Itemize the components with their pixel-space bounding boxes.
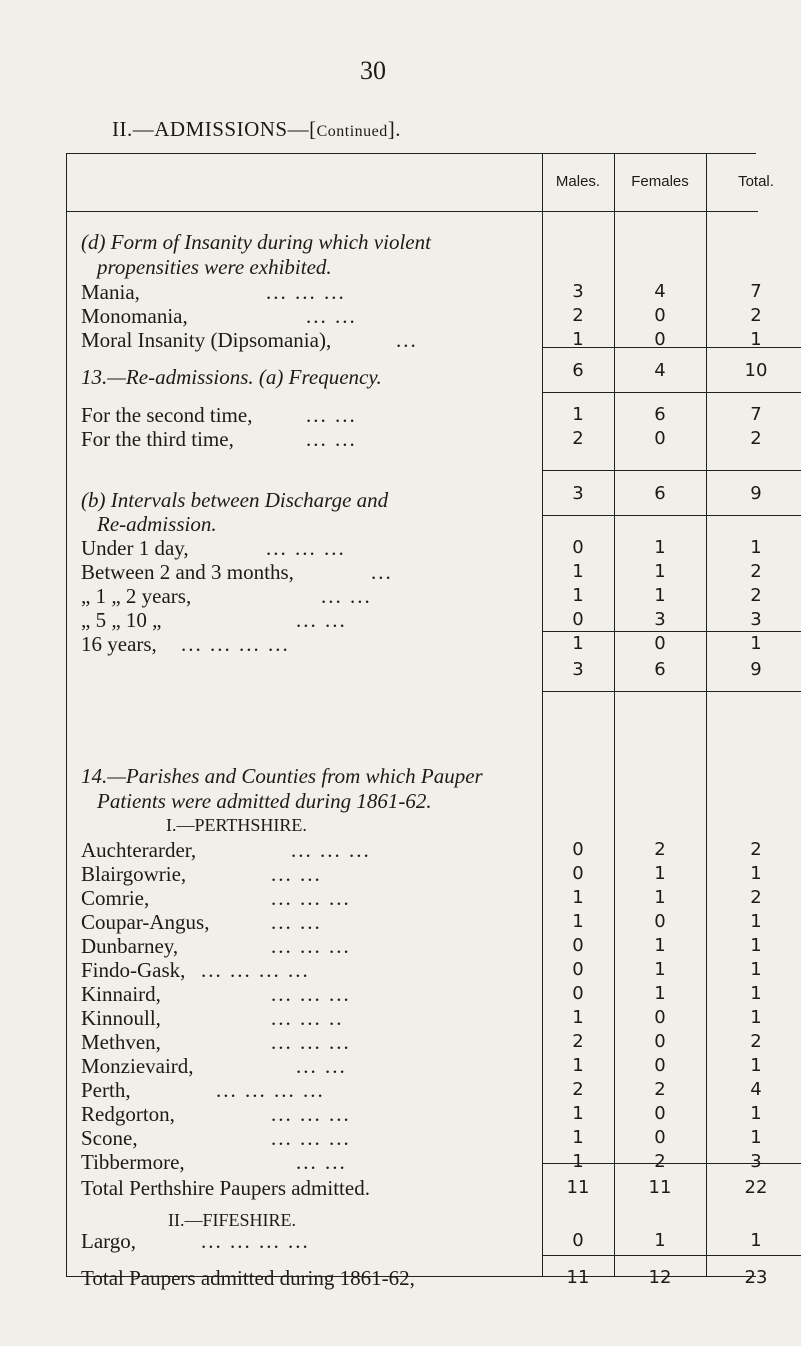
cell-total: 2 [750,561,762,582]
cell-females: 1 [654,935,666,956]
row-label: Blairgowrie, [81,862,187,886]
cell-total: 2 [750,428,762,449]
cell-females: 1 [654,983,666,1004]
cell-males: 1 [572,561,584,582]
cell-total: 2 [750,305,762,326]
cell-females: 6 [654,659,666,680]
leader-dots: ... ... [306,403,357,427]
cell-females: 1 [654,585,666,606]
leader-dots: ... ... .. [271,1006,344,1030]
cell-males: 0 [572,959,584,980]
cell-females: 0 [654,1055,666,1076]
row-label: Between 2 and 3 months, [81,560,294,584]
row-label: Total Paupers admitted during 1861-62, [81,1266,415,1290]
cell-females: 0 [654,428,666,449]
cell-females: 1 [654,537,666,558]
cell-total: 1 [750,911,762,932]
cell-males: 11 [566,1177,590,1198]
leader-dots: ... ... ... [271,1126,351,1150]
cell-total: 1 [750,1007,762,1028]
row-label: Monomania, [81,304,188,328]
cell-males: 3 [572,281,584,302]
row-label: Coupar-Angus, [81,910,210,934]
cell-total: 1 [750,1127,762,1148]
cell-females: 11 [648,1177,672,1198]
leader-dots: ... ... [296,1150,347,1174]
cell-males: 0 [572,983,584,1004]
row-label: Kinnaird, [81,982,161,1006]
cell-males: 1 [572,1103,584,1124]
leader-dots: ... ... ... ... [201,1229,310,1253]
row-label: Tibbermore, [81,1150,185,1174]
leader-dots: ... ... [296,608,347,632]
cell-total: 9 [750,659,762,680]
row-label: Auchterarder, [81,838,197,862]
cell-males: 2 [572,428,584,449]
row-label: Perth, [81,1078,131,1102]
cell-males: 1 [572,1127,584,1148]
table-row [66,630,762,658]
cell-males: 0 [572,935,584,956]
leader-dots: ... ... ... [271,982,351,1006]
leader-dots: ... ... ... [266,280,346,304]
cell-total: 22 [744,1177,768,1198]
perthshire-heading: I.—PERTHSHIRE. [166,815,307,835]
row-label: For the third time, [81,427,234,451]
leader-dots: ... ... ... ... [181,632,290,656]
row-label: Monzievaird, [81,1054,194,1078]
cell-females: 1 [654,887,666,908]
cell-females: 3 [654,609,666,630]
cell-females: 12 [648,1267,672,1288]
cell-total: 1 [750,329,762,350]
cell-females: 4 [654,281,666,302]
leader-dots: ... ... ... [271,934,351,958]
row-label: For the second time, [81,403,253,427]
leader-dots: ... ... [271,862,322,886]
cell-females: 0 [654,1127,666,1148]
cell-females: 1 [654,863,666,884]
row-label: 16 years, [81,632,157,656]
leader-dots: ... ... [271,910,322,934]
row-label: Mania, [81,280,140,304]
cell-total: 1 [750,983,762,1004]
cell-males: 0 [572,863,584,884]
leader-dots: ... ... [321,584,372,608]
cell-females: 1 [654,959,666,980]
cell-total: 10 [744,360,768,381]
leader-dots: ... ... ... [291,838,371,862]
row-label: Dunbarney, [81,934,179,958]
row-label: Moral Insanity (Dipsomania), [81,328,332,352]
section-b-heading-cont: Re-admission. [97,512,217,536]
row-label: „ 1 „ 2 years, [81,584,192,608]
cell-total: 1 [750,1103,762,1124]
cell-females: 0 [654,633,666,654]
leader-dots: ... [396,328,418,352]
cell-total: 23 [744,1267,768,1288]
cell-females: 0 [654,1031,666,1052]
table-row [66,1227,762,1255]
leader-dots: ... [371,560,393,584]
leader-dots: ... ... ... [266,536,346,560]
cell-males: 0 [572,839,584,860]
cell-females: 6 [654,483,666,504]
page-number: 30 [360,56,386,85]
section-13-heading: 13.—Re-admissions. (a) Frequency. [81,365,382,389]
cell-males: 1 [572,911,584,932]
cell-total: 1 [750,863,762,884]
cell-males: 0 [572,1230,584,1251]
cell-males: 2 [572,1079,584,1100]
cell-total: 7 [750,404,762,425]
perthshire-total-row [66,1174,768,1202]
cell-females: 6 [654,404,666,425]
cell-males: 2 [572,305,584,326]
section-d-heading-cont: propensities were exhibited. [97,255,332,279]
row-label: Redgorton, [81,1102,175,1126]
cell-females: 0 [654,305,666,326]
cell-females: 2 [654,1151,666,1172]
page-title [112,117,401,142]
row-label: Largo, [81,1229,137,1253]
cell-males: 1 [572,633,584,654]
leader-dots: ... ... [306,304,357,328]
cell-total: 4 [750,1079,762,1100]
section-14-heading: 14.—Parishes and Counties from which Pauper [81,764,483,788]
table-row [66,425,762,453]
row-label: Scone, [81,1126,138,1150]
cell-males: 1 [572,329,584,350]
row-label: Under 1 day, [81,536,189,560]
page-title-continued: Continued [316,123,388,140]
header-females: Females [631,173,689,190]
table-row [66,1148,762,1176]
cell-total: 1 [750,537,762,558]
header-total: Total. [738,173,774,190]
cell-total: 2 [750,839,762,860]
cell-total: 2 [750,585,762,606]
page-title-main: II.—ADMISSIONS—[ [112,117,317,141]
fifeshire-heading: II.—FIFESHIRE. [168,1210,297,1230]
cell-total: 1 [750,959,762,980]
cell-males: 1 [572,1151,584,1172]
cell-total: 1 [750,1230,762,1251]
cell-total: 2 [750,1031,762,1052]
cell-females: 0 [654,1007,666,1028]
cell-females: 2 [654,839,666,860]
row-label: Total Perthshire Paupers admitted. [81,1176,370,1200]
cell-males: 1 [572,585,584,606]
cell-males: 3 [572,659,584,680]
cell-males: 1 [572,404,584,425]
table-row [66,326,762,354]
cell-males: 1 [572,1007,584,1028]
cell-females: 1 [654,561,666,582]
page-title-end: ]. [387,117,402,141]
row-label: Kinnoull, [81,1006,161,1030]
cell-total: 3 [750,1151,762,1172]
leader-dots: ... ... ... [271,1030,351,1054]
leader-dots: ... ... ... ... [201,958,310,982]
cell-males: 11 [566,1267,590,1288]
cell-males: 1 [572,887,584,908]
row-label: Comrie, [81,886,150,910]
leader-dots: ... ... [306,427,357,451]
leader-dots: ... ... ... [271,1102,351,1126]
cell-total: 7 [750,281,762,302]
admissions-table [66,153,774,1290]
leader-dots: ... ... ... ... [216,1078,325,1102]
subtotal-row [66,656,762,684]
cell-males: 3 [572,483,584,504]
cell-females: 2 [654,1079,666,1100]
cell-females: 0 [654,911,666,932]
section-b-heading: (b) Intervals between Discharge and [81,488,389,512]
cell-total: 1 [750,633,762,654]
cell-females: 0 [654,329,666,350]
section-14-heading-cont: Patients were admitted during 1861-62. [97,789,432,813]
leader-dots: ... ... [296,1054,347,1078]
cell-females: 1 [654,1230,666,1251]
cell-males: 1 [572,1055,584,1076]
cell-males: 0 [572,609,584,630]
cell-females: 4 [654,360,666,381]
header-males: Males. [555,173,601,190]
cell-males: 6 [572,360,584,381]
section-d-heading: (d) Form of Insanity during which violent [81,230,431,254]
grand-total-row [66,1264,768,1292]
cell-females: 0 [654,1103,666,1124]
row-label: Findo-Gask, [81,958,186,982]
cell-total: 1 [750,935,762,956]
cell-males: 0 [572,537,584,558]
cell-total: 1 [750,1055,762,1076]
subtotal-row [66,357,768,385]
row-label: „ 5 „ 10 „ [81,608,162,632]
row-label: Methven, [81,1030,161,1054]
cell-total: 3 [750,609,762,630]
cell-total: 9 [750,483,762,504]
leader-dots: ... ... ... [271,886,351,910]
subtotal-row [66,480,762,508]
cell-total: 2 [750,887,762,908]
cell-males: 2 [572,1031,584,1052]
